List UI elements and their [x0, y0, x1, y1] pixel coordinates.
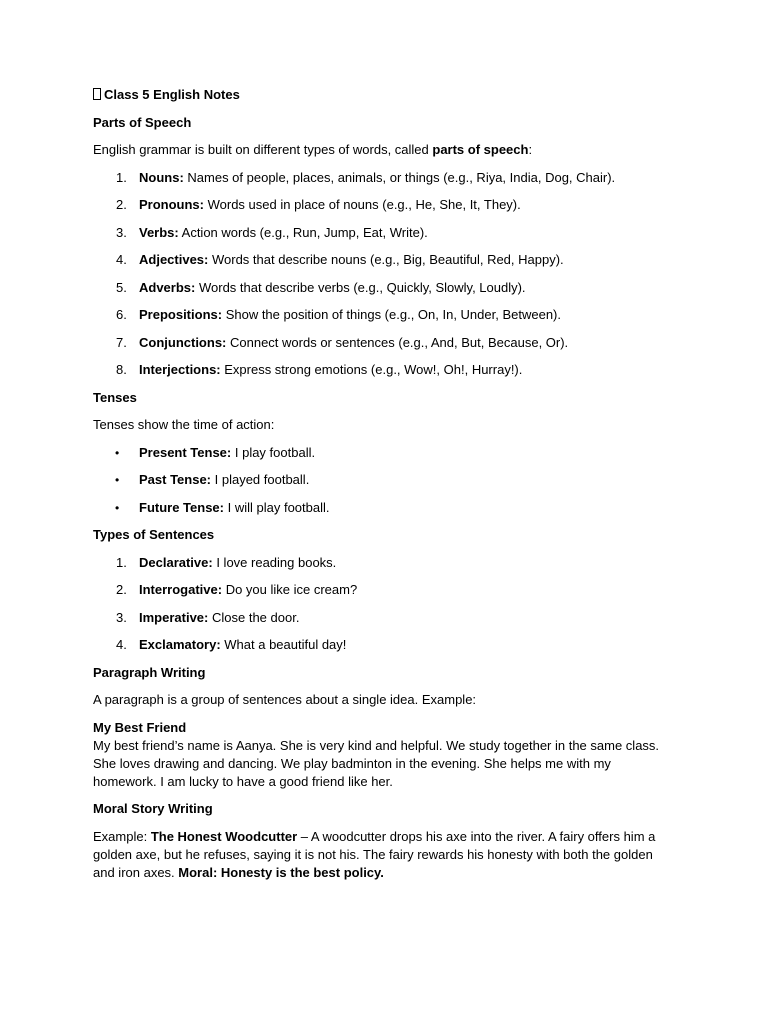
- document-body: [93, 86, 663, 891]
- parts-intro: English grammar is built on different types of words, called parts of speech:: [93, 142, 533, 157]
- bullet-icon: •: [115, 473, 120, 487]
- sentence-types-list: [93, 554, 663, 655]
- moral-line: Moral: Honesty is the best policy.: [178, 864, 384, 880]
- paragraph-example-body: My best friend’s name is Aanya. She is very kind and helpful. We study together in the same class. She loves drawing and dancing. We play badminton in the evening. She helps me with my homework. I am lucky to have a good friend like her.: [93, 737, 660, 789]
- list-item: 1. Nouns: Names of people, places, animals, or things (e.g., Riya, India, Dog, Chair).: [116, 169, 616, 185]
- document-title: Class 5 English Notes: [93, 86, 663, 104]
- moral-story-paragraph: Example: The Honest Woodcutter – A woodcutter drops his axe into the river. A fairy offers him a golden axe, but he refuses, saying it is not his. The fairy rewards his honesty with both the golden and iron axes. Moral: Honesty is the best policy.: [93, 828, 656, 880]
- list-item: 2. Pronouns: Words used in place of nouns (e.g., He, She, It, They).: [116, 197, 521, 212]
- tenses-list: [93, 444, 663, 517]
- heading-parts-of-speech: Parts of Speech: [93, 114, 192, 130]
- list-item: 7. Conjunctions: Connect words or sentences (e.g., And, But, Because, Or).: [116, 334, 569, 350]
- heading-types-of-sentences: Types of Sentences: [93, 527, 215, 542]
- list-item: • Future Tense: I will play football.: [115, 499, 330, 515]
- list-item: 3. Verbs: Action words (e.g., Run, Jump, Eat, Write).: [116, 224, 428, 240]
- list-item: 5. Adverbs: Words that describe verbs (e.g., Quickly, Slowly, Loudly).: [116, 279, 526, 295]
- missing-glyph-icon: [93, 88, 101, 100]
- list-item: 4. Adjectives: Words that describe nouns (e.g., Big, Beautiful, Red, Happy).: [116, 252, 564, 267]
- paragraph-intro: A paragraph is a group of sentences about a single idea. Example:: [93, 692, 477, 707]
- list-item: 6. Prepositions: Show the position of things (e.g., On, In, Under, Between).: [116, 307, 561, 322]
- list-item: 4. Exclamatory: What a beautiful day!: [116, 637, 347, 652]
- list-item: • Present Tense: I play football.: [115, 444, 316, 460]
- list-item: 8. Interjections: Express strong emotions (e.g., Wow!, Oh!, Hurray!).: [116, 362, 523, 377]
- bullet-icon: •: [115, 500, 120, 515]
- list-item: • Past Tense: I played football.: [115, 472, 310, 487]
- heading-paragraph-writing: Paragraph Writing: [93, 664, 206, 680]
- heading-moral-story-writing: Moral Story Writing: [93, 801, 213, 816]
- paragraph-example-title: My Best Friend: [93, 719, 187, 735]
- parts-of-speech-list: [93, 169, 663, 380]
- story-title: The Honest Woodcutter: [150, 828, 298, 844]
- list-item: 2. Interrogative: Do you like ice cream?: [116, 582, 358, 597]
- list-item: 1. Declarative: I love reading books.: [116, 554, 337, 570]
- tenses-intro: Tenses show the time of action:: [93, 417, 275, 432]
- bullet-icon: •: [115, 445, 120, 460]
- heading-tenses: Tenses: [93, 389, 137, 405]
- list-item: 3. Imperative: Close the door.: [116, 609, 300, 625]
